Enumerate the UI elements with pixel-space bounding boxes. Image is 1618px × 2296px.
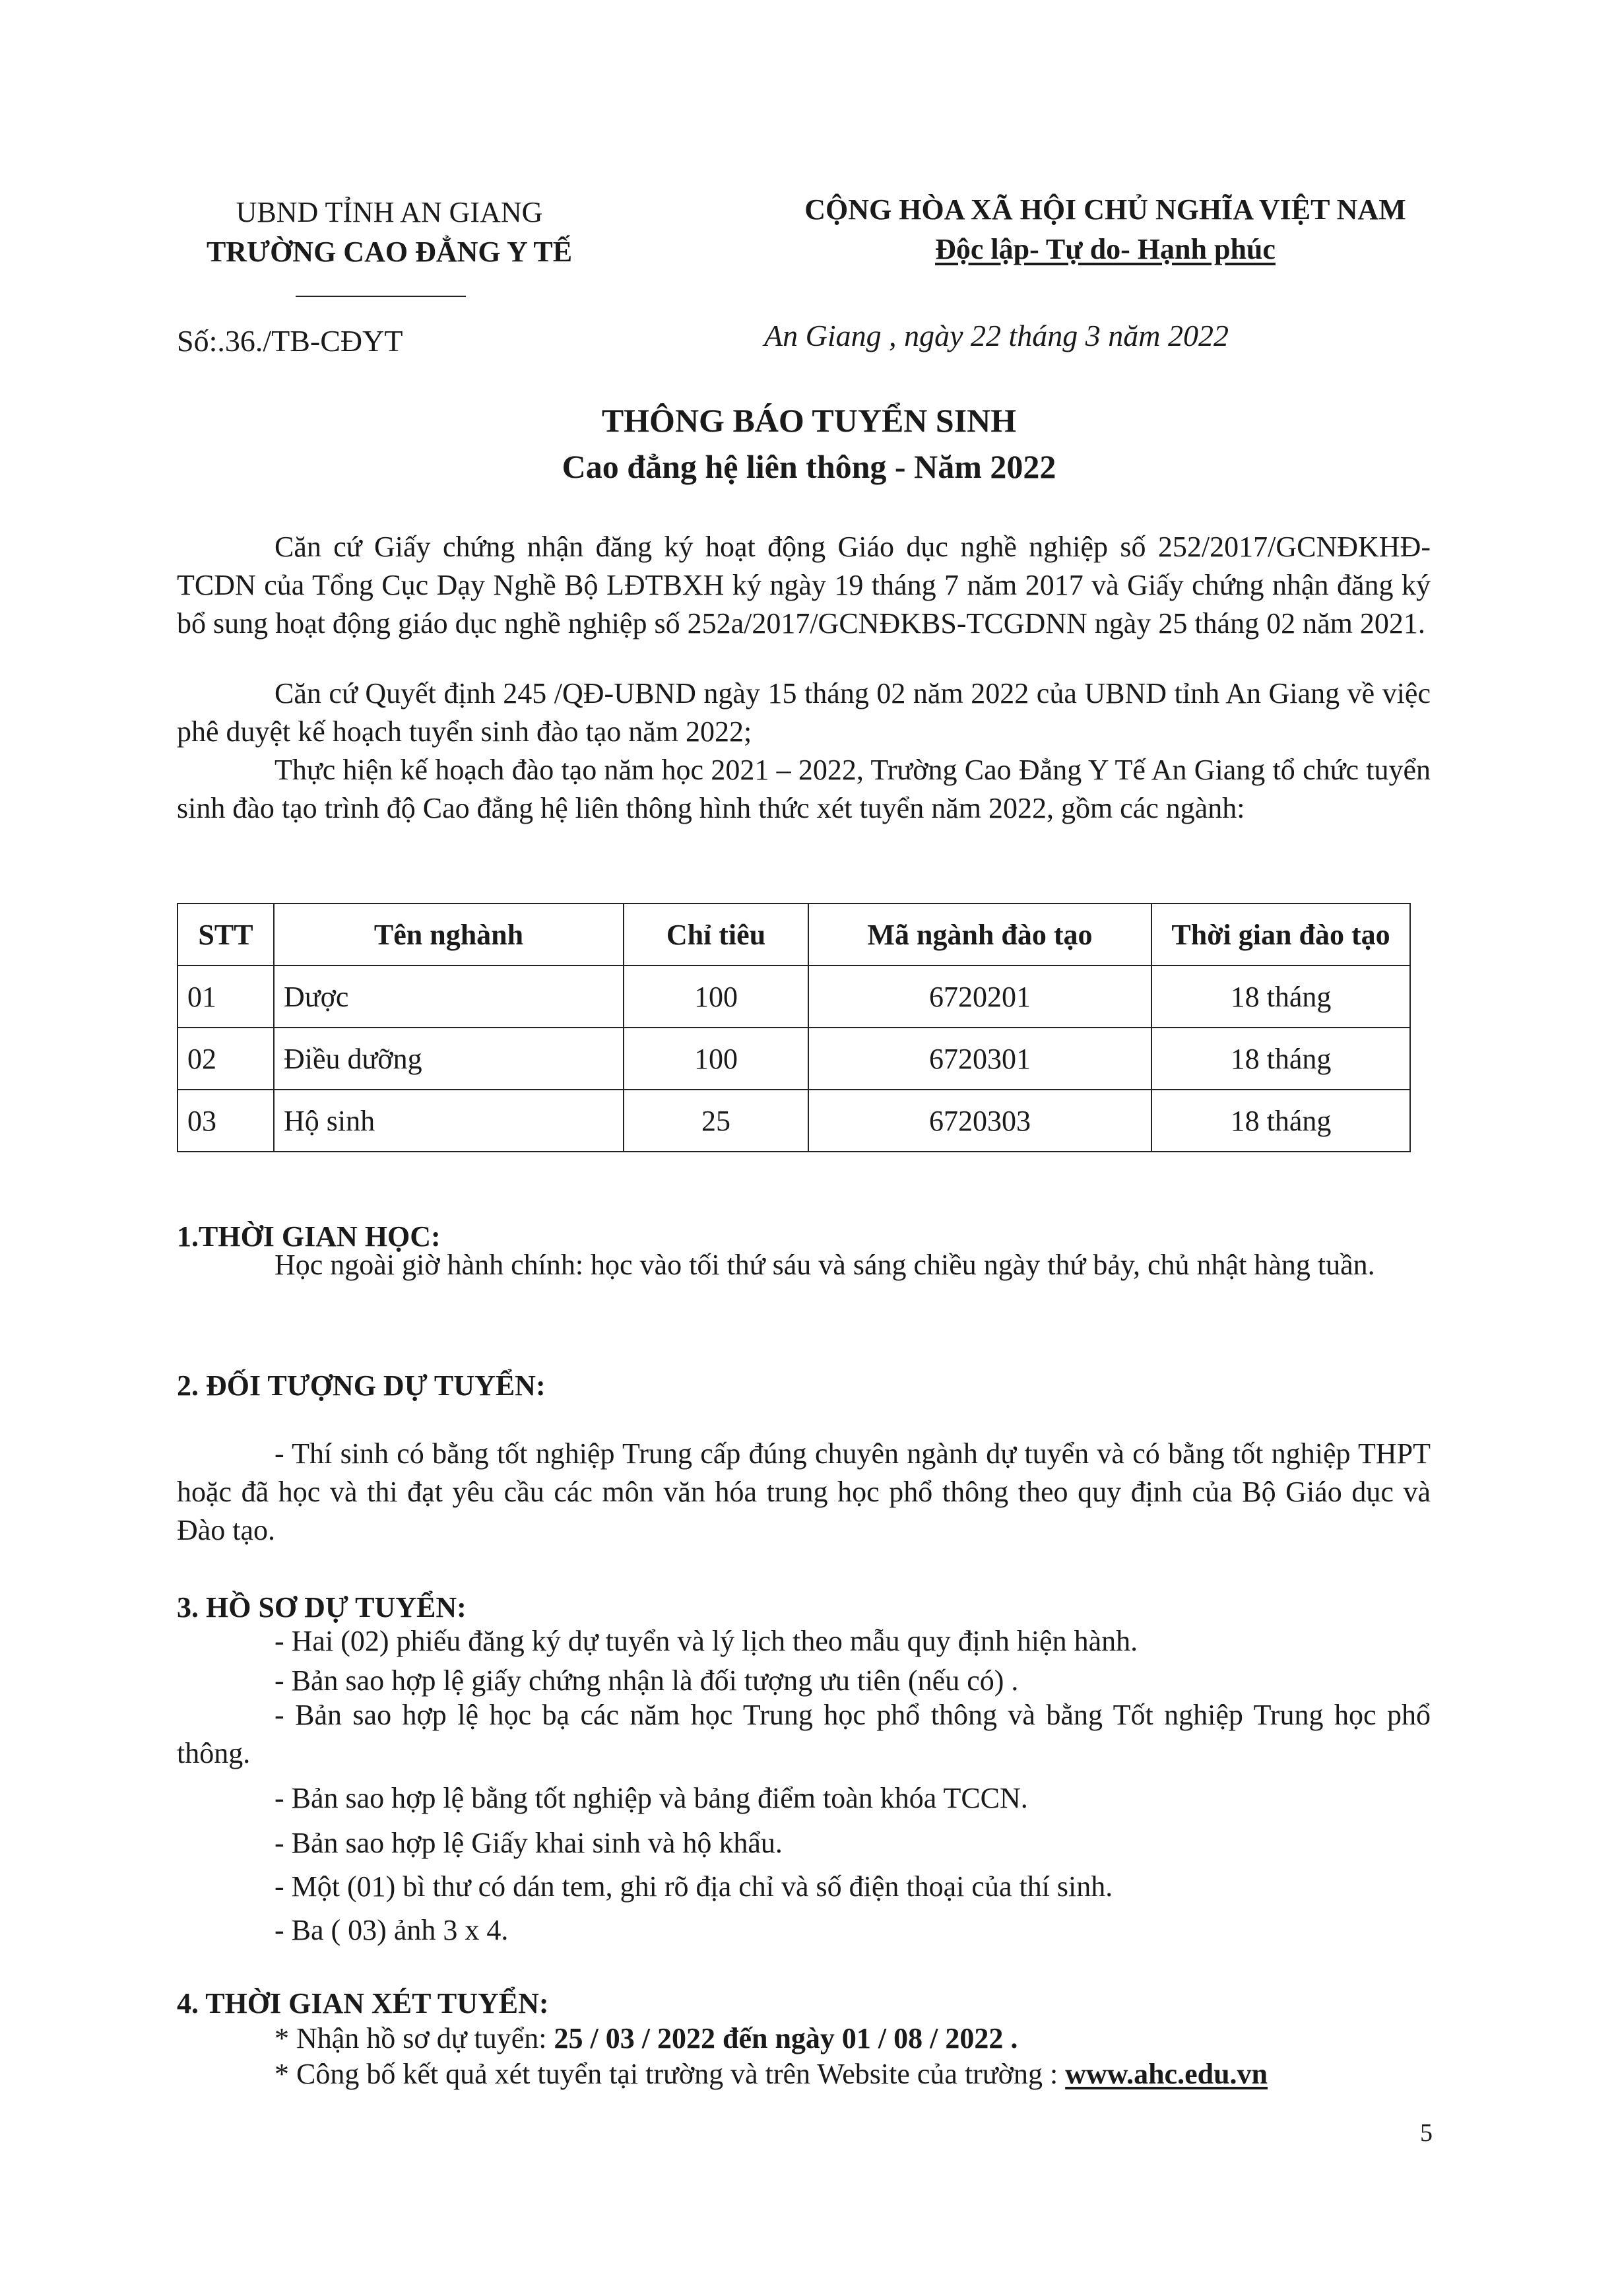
cell-stt: 01 bbox=[178, 966, 274, 1028]
intro-paragraph-1: Căn cứ Giấy chứng nhận đăng ký hoạt động Giáo dục nghề nghiệp số 252/2017/GCNĐKHĐ-TCDN của Tổng Cục Dạy Nghề Bộ LĐTBXH ký ngày 19 tháng 7 năm 2017 và Giấy chứng nhận đăng ký bổ sung hoạt động giáo dục nghề nghiệp số 252a/2017/GCNĐKBS-TCGDNN ngày 25 tháng 02 năm 2021. bbox=[177, 531, 1431, 640]
cell-program-code: 6720303 bbox=[808, 1090, 1151, 1152]
cell-program-name: Điều dưỡng bbox=[274, 1028, 624, 1090]
cell-stt: 03 bbox=[178, 1090, 274, 1152]
section-3-item: - Ba ( 03) ảnh 3 x 4. bbox=[275, 1914, 509, 1946]
cell-quota: 100 bbox=[624, 966, 808, 1028]
cell-program-name: Dược bbox=[274, 966, 624, 1028]
cell-duration: 18 tháng bbox=[1151, 1028, 1410, 1090]
cell-quota: 25 bbox=[624, 1090, 808, 1152]
issuing-organization bbox=[178, 193, 600, 272]
section-3-item: - Bản sao hợp lệ bằng tốt nghiệp và bảng điểm toàn khóa TCCN. bbox=[275, 1782, 1028, 1814]
results-announcement bbox=[177, 2055, 1528, 2093]
table-row bbox=[178, 966, 1410, 1028]
document-subtitle: Cao đẳng hệ liên thông - Năm 2022 bbox=[562, 448, 1056, 485]
program-table bbox=[177, 903, 1411, 1152]
nation-line-1: CỘNG HÒA XÃ HỘI CHỦ NGHĨA VIỆT NAM bbox=[804, 193, 1406, 226]
header-stt: STT bbox=[178, 903, 274, 966]
document-title: THÔNG BÁO TUYỂN SINH bbox=[601, 402, 1017, 439]
page-number: 5 bbox=[1420, 2119, 1433, 2147]
submission-label: * Nhận hồ sơ dự tuyển: bbox=[275, 2022, 554, 2054]
org-underline bbox=[296, 296, 466, 297]
cell-duration: 18 tháng bbox=[1151, 1090, 1410, 1152]
cell-program-name: Hộ sinh bbox=[274, 1090, 624, 1152]
header-quota: Chỉ tiêu bbox=[624, 903, 808, 966]
results-label: * Công bố kết quả xét tuyển tại trường và trên Website của trường : bbox=[275, 2058, 1066, 2090]
cell-program-code: 6720201 bbox=[808, 966, 1151, 1028]
section-3-item: - Bản sao hợp lệ Giấy khai sinh và hộ khẩu. bbox=[275, 1827, 783, 1859]
table-row bbox=[178, 1090, 1410, 1152]
table-row bbox=[178, 1028, 1410, 1090]
section-1-heading: 1.THỜI GIAN HỌC: bbox=[177, 1220, 441, 1253]
national-motto bbox=[746, 190, 1465, 269]
section-3-item: - Hai (02) phiếu đăng ký dự tuyển và lý lịch theo mẫu quy định hiện hành. bbox=[275, 1625, 1138, 1657]
section-3-item: - Một (01) bì thư có dán tem, ghi rõ địa chỉ và số điện thoại của thí sinh. bbox=[275, 1870, 1113, 1903]
document-number: Số:.36./TB-CĐYT bbox=[177, 324, 403, 358]
section-3-item: - Bản sao hợp lệ học bạ các năm học Trung học phổ thông và bằng Tốt nghiệp Trung học phổ thông. bbox=[177, 1699, 1431, 1769]
cell-quota: 100 bbox=[624, 1028, 808, 1090]
org-line-1: UBND TỈNH AN GIANG bbox=[236, 196, 543, 228]
website-link[interactable]: www.ahc.edu.vn bbox=[1065, 2058, 1268, 2090]
header-duration: Thời gian đào tạo bbox=[1151, 903, 1410, 966]
submission-dates: 25 / 03 / 2022 đến ngày 01 / 08 / 2022 . bbox=[554, 2022, 1018, 2054]
section-1-text: Học ngoài giờ hành chính: học vào tối thứ sáu và sáng chiều ngày thứ bảy, chủ nhật hàng tuần. bbox=[275, 1249, 1375, 1281]
section-2-text: - Thí sinh có bằng tốt nghiệp Trung cấp đúng chuyên ngành dự tuyển và có bằng tốt nghiệp THPT hoặc đã học và thi đạt yêu cầu các môn văn hóa trung học phổ thông theo quy định của Bộ Giáo dục và Đào tạo. bbox=[177, 1437, 1431, 1546]
table-header-row bbox=[178, 903, 1410, 966]
intro-paragraph-2: Căn cứ Quyết định 245 /QĐ-UBND ngày 15 tháng 02 năm 2022 của UBND tỉnh An Giang về việc phê duyệt kế hoạch tuyển sinh đào tạo năm 2022; bbox=[177, 677, 1431, 748]
section-2-heading: 2. ĐỐI TƯỢNG DỰ TUYỂN: bbox=[177, 1369, 546, 1402]
document-date: An Giang , ngày 22 tháng 3 năm 2022 bbox=[764, 319, 1229, 352]
cell-program-code: 6720301 bbox=[808, 1028, 1151, 1090]
header-program-name: Tên nghành bbox=[274, 903, 624, 966]
section-3-heading: 3. HỒ SƠ DỰ TUYỂN: bbox=[177, 1591, 467, 1624]
nation-line-2: Độc lập- Tự do- Hạnh phúc bbox=[935, 233, 1276, 265]
intro-paragraph-3: Thực hiện kế hoạch đào tạo năm học 2021 – 2022, Trường Cao Đẳng Y Tế An Giang tổ chức tuyển sinh đào tạo trình độ Cao đẳng hệ liên thông hình thức xét tuyển năm 2022, gồm các ngành: bbox=[177, 754, 1431, 824]
org-line-2: TRƯỜNG CAO ĐẲNG Y TẾ bbox=[206, 236, 573, 268]
cell-duration: 18 tháng bbox=[1151, 966, 1410, 1028]
submission-period bbox=[177, 2019, 1528, 2058]
header-program-code: Mã ngành đào tạo bbox=[808, 903, 1151, 966]
section-3-item: - Bản sao hợp lệ giấy chứng nhận là đối tượng ưu tiên (nếu có) . bbox=[275, 1664, 1019, 1697]
section-4-heading: 4. THỜI GIAN XÉT TUYỂN: bbox=[177, 1987, 549, 2019]
cell-stt: 02 bbox=[178, 1028, 274, 1090]
